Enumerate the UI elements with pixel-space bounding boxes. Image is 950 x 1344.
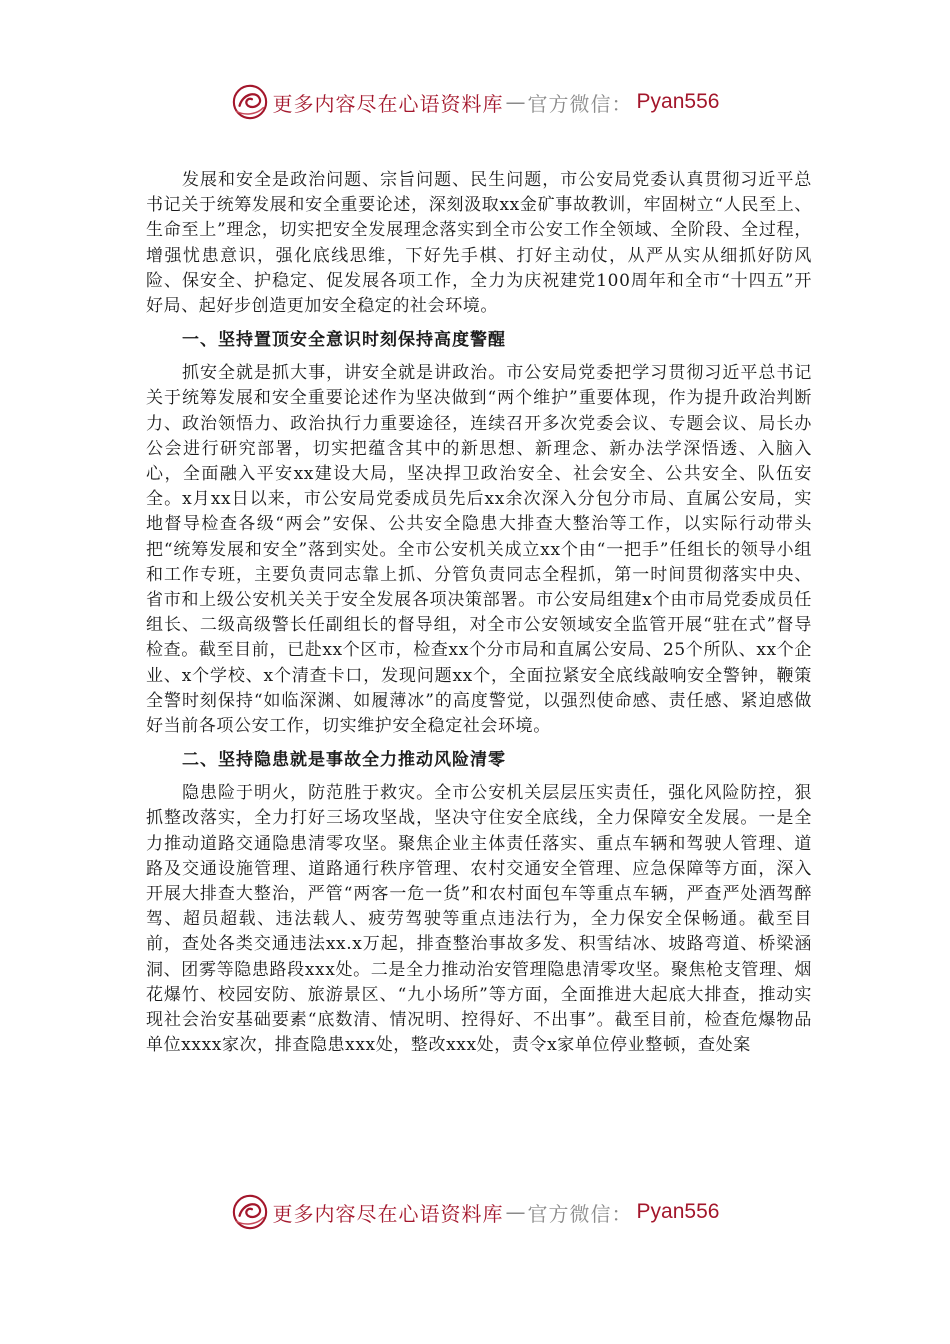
logo-swirl-icon: [231, 1193, 269, 1231]
section-2-paragraph: 隐患险于明火，防范胜于救灾。全市公安机关层层压实责任，强化风险防控，狠抓整改落实，全力打好三场攻坚战，坚决守住安全底线，全力保障安全发展。一是全力推动道路交通隐患清零攻坚。聚焦企业主体责任落实、重点车辆和驾驶人管理、道路及交通设施管理、道路通行秩序管理、农村交通安全管理、应急保障等方面，深入开展大排查大整治，严管“两客一危一货”和农村面包车等重点车辆，严查严处酒驾醉驾、超员超载、违法载人、疲劳驾驶等重点违法行为，全力保安全保畅通。截至目前，查处各类交通违法xx.x万起，排查整治事故多发、积雪结冰、坡路弯道、桥梁涵洞、团雾等隐患路段xxx处。二是全力推动治安管理隐患清零攻坚。聚焦枪支管理、烟花爆竹、校园安防、旅游景区、“九小场所”等方面，全面推进大起底大排查，推动实现社会治安基础要素“底数清、情况明、控得好、不出事”。截至目前，检查危爆物品单位xxxx家次，排查隐患xxx处，整改xxx处，责令x家单位停业整顿，查处案: [146, 783, 812, 1056]
header-watermark-banner: [0, 80, 950, 124]
logo-swirl-icon: [231, 83, 269, 121]
watermark-wechat-handle: Pyan556: [636, 90, 720, 113]
watermark-wechat-label: 官方微信：: [527, 91, 633, 116]
section-1-heading: 一、坚持置顶安全意识时刻保持高度警醒: [182, 330, 506, 351]
watermark-slogan: 更多内容尽在心语资料库: [272, 91, 504, 116]
watermark-separator: —: [505, 1200, 526, 1224]
footer-watermark-banner: [0, 1190, 950, 1234]
section-1-paragraph: 抓安全就是抓大事，讲安全就是讲政治。市公安局党委把学习贯彻习近平总书记关于统筹发展和安全重要论述作为坚决做到“两个维护”重要体现，作为提升政治判断力、政治领悟力、政治执行力重要途径，连续召开多次党委会议、专题会议、局长办公会进行研究部署，切实把蕴含其中的新思想、新理念、新办法学深悟透、入脑入心，全面融入平安xx建设大局，坚决捍卫政治安全、社会安全、公共安全、队伍安全。x月xx日以来，市公安局党委成员先后xx余次深入分包分市局、直属公安局，实地督导检查各级“两会”安保、公共安全隐患大排查大整治等工作，以实际行动带头把“统筹发展和安全”落到实处。全市公安机关成立xx个由“一把手”任组长的领导小组和工作专班，主要负责同志靠上抓、分管负责同志全程抓，第一时间贯彻落实中央、省市和上级公安机关关于安全发展各项决策部署。市公安局组建x个由市局党委成员任组长、二级高级警长任副组长的督导组，对全市公安领域安全监管开展“驻在式”督导检查。截至目前，已赴xx个区市，检查xx个分市局和直属公安局、25个所队、xx个企业、x个学校、x个清查卡口，发现问题xx个，全面拉紧安全底线敲响安全警钟，鞭策全警时刻保持“如临深渊、如履薄冰”的高度警觉，以强烈使命感、责任感、紧迫感做好当前各项公安工作，切实维护安全稳定社会环境。: [146, 363, 812, 737]
watermark-separator: —: [505, 90, 526, 114]
document-body: [146, 168, 812, 1059]
intro-paragraph: 发展和安全是政治问题、宗旨问题、民生问题，市公安局党委认真贯彻习近平总书记关于统筹发展和安全重要论述，深刻汲取xx金矿事故教训，牢固树立“人民至上、生命至上”理念，切实把安全发展理念落实到全市公安工作全领域、全阶段、全过程，增强忧患意识，强化底线思维，下好先手棋、打好主动仗，从严从实从细抓好防风险、保安全、护稳定、促发展各项工作，全力为庆祝建党100周年和全市“十四五”开好局、起好步创造更加安全稳定的社会环境。: [146, 170, 812, 317]
watermark-wechat-label: 官方微信：: [527, 1201, 633, 1226]
section-2-heading: 二、坚持隐患就是事故全力推动风险清零: [182, 750, 506, 771]
watermark-slogan: 更多内容尽在心语资料库: [272, 1201, 504, 1226]
watermark-wechat-handle: Pyan556: [636, 1200, 720, 1223]
